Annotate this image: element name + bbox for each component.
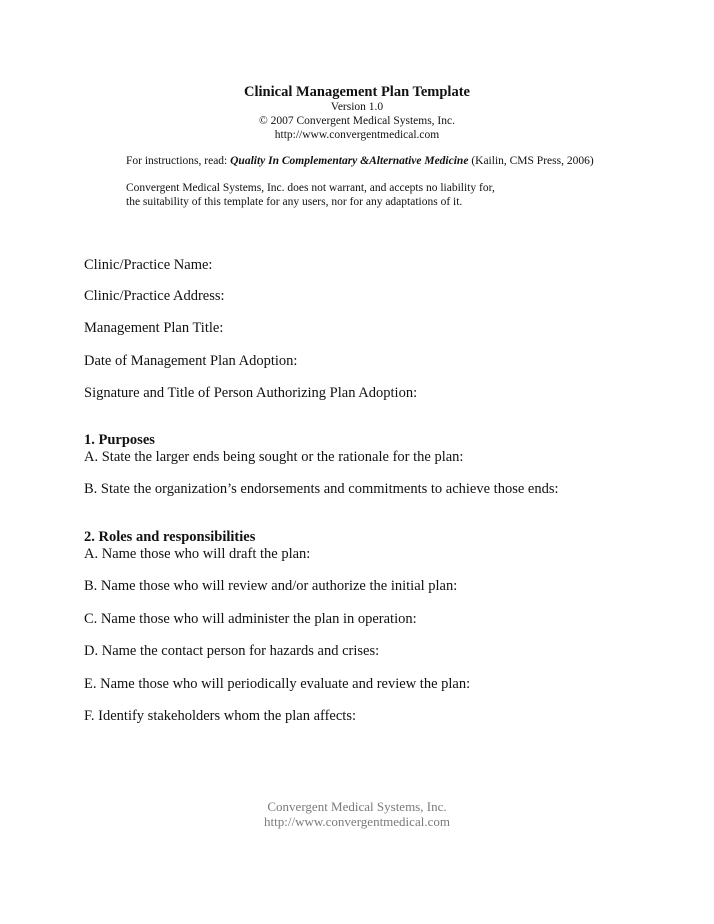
copyright-notice: © 2007 Convergent Medical Systems, Inc.: [258, 115, 455, 127]
document-title: Clinical Management Plan Template: [244, 84, 470, 100]
section-heading-purposes: 1. Purposes: [84, 432, 155, 448]
field-adoption-date: Date of Management Plan Adoption:: [84, 353, 298, 369]
section-item: C. Name those who will administer the plan in operation:: [84, 611, 417, 627]
disclaimer-line-1: Convergent Medical Systems, Inc. does not warrant, and accepts no liability for,: [126, 182, 495, 194]
instructions-line: [126, 154, 594, 168]
footer-url: http://www.convergentmedical.com: [264, 814, 450, 829]
disclaimer-line-2: the suitability of this template for any users, nor for any adaptations of it.: [126, 196, 463, 208]
field-plan-title: Management Plan Title:: [84, 320, 224, 336]
version-label: Version 1.0: [330, 101, 384, 113]
instructions-citation: (Kailin, CMS Press, 2006): [468, 155, 594, 167]
footer-company: Convergent Medical Systems, Inc.: [267, 799, 447, 814]
section-item: D. Name the contact person for hazards and crises:: [84, 643, 380, 659]
instructions-book-title: Quality In Complementary &Alternative Medicine: [230, 155, 469, 167]
field-signature: Signature and Title of Person Authorizing Plan Adoption:: [84, 385, 418, 401]
section-item: A. Name those who will draft the plan:: [84, 546, 311, 562]
section-item: B. Name those who will review and/or authorize the initial plan:: [84, 578, 458, 594]
instructions-prefix: For instructions, read:: [126, 155, 231, 167]
section-heading-roles: 2. Roles and responsibilities: [84, 529, 256, 545]
section-item: A. State the larger ends being sought or the rationale for the plan:: [84, 449, 464, 465]
section-item: B. State the organization’s endorsements and commitments to achieve those ends:: [84, 481, 559, 497]
field-clinic-name: Clinic/Practice Name:: [84, 257, 213, 273]
section-item: F. Identify stakeholders whom the plan affects:: [84, 708, 356, 724]
field-clinic-address: Clinic/Practice Address:: [84, 288, 225, 304]
section-item: E. Name those who will periodically evaluate and review the plan:: [84, 676, 471, 692]
header-url: http://www.convergentmedical.com: [274, 129, 440, 141]
